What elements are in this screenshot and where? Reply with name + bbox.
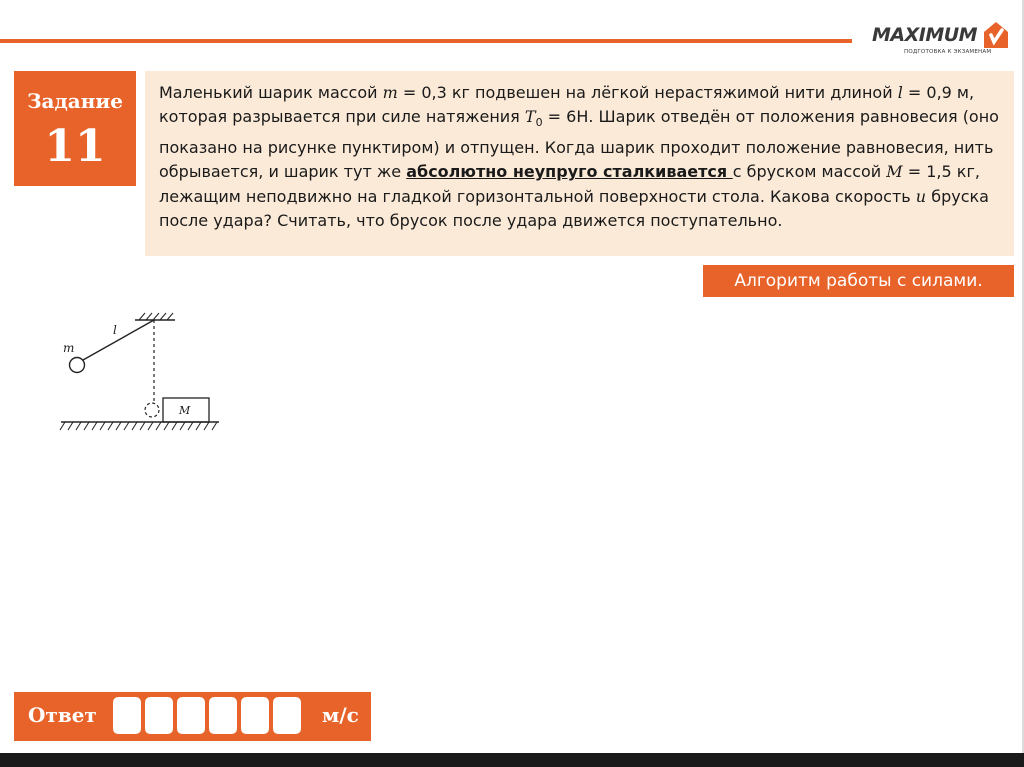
block-label: M — [179, 404, 191, 417]
var-m: m — [382, 83, 398, 102]
logo-tagline: ПОДГОТОВКА К ЭКЗАМЕНАМ — [904, 49, 992, 55]
task-label: Задание — [27, 89, 123, 113]
var-T: T — [524, 107, 536, 127]
ceiling-mount — [135, 313, 175, 320]
answer-unit: м/с — [322, 703, 359, 727]
floor — [60, 422, 219, 430]
pendulum-ball — [70, 358, 85, 373]
var-u: u — [915, 186, 927, 206]
string-label: l — [113, 323, 117, 337]
var-M: M — [886, 162, 903, 182]
answer-bar — [14, 692, 371, 741]
problem-statement — [145, 71, 1014, 256]
logo-house-icon — [980, 18, 1012, 50]
answer-cell[interactable] — [273, 697, 301, 734]
answer-label: Ответ — [28, 703, 97, 727]
answer-cell[interactable] — [145, 697, 173, 734]
problem-text: Маленький шарик массой m = 0,3 кг подвешен на лёгкой нерастяжимой нити длиной l = 0,9 м, которая разрывается при силе натяжения $T_0 = 6Н$. Шарик отведён от положения равновесия (оно показано на рисунке пунктиром) и отпущен. Когда шарик проходит положение равновесия, нить обрывается, и шарик тут же абсолютно неупруго сталкивается с бруском массой M = 1,5 кг, лежащим неподвижно на гладкой горизонтальной поверхности стола. Какова скорость u бруска после удара? Считать, что брусок после удара движется поступательно. — [159, 83, 999, 231]
pendulum-string — [83, 320, 154, 360]
answer-cell[interactable] — [177, 697, 205, 734]
answer-cell[interactable] — [209, 697, 237, 734]
maximum-logo — [872, 18, 1012, 62]
task-badge — [14, 71, 136, 186]
answer-cells — [113, 697, 301, 734]
bottom-bar — [0, 753, 1024, 767]
answer-cell[interactable] — [113, 697, 141, 734]
var-l: l — [897, 83, 903, 102]
header-rule — [0, 39, 852, 43]
pendulum-diagram — [55, 306, 225, 438]
logo-brand: MAXIMUM — [872, 24, 978, 46]
answer-cell[interactable] — [241, 697, 269, 734]
ball-label: m — [63, 341, 75, 355]
task-number: 11 — [44, 121, 106, 172]
algorithm-button[interactable]: Алгоритм работы с силами. — [703, 265, 1014, 297]
highlight-phrase: абсолютно неупруго сталкивается — [406, 162, 733, 182]
equilibrium-ball — [145, 403, 159, 417]
